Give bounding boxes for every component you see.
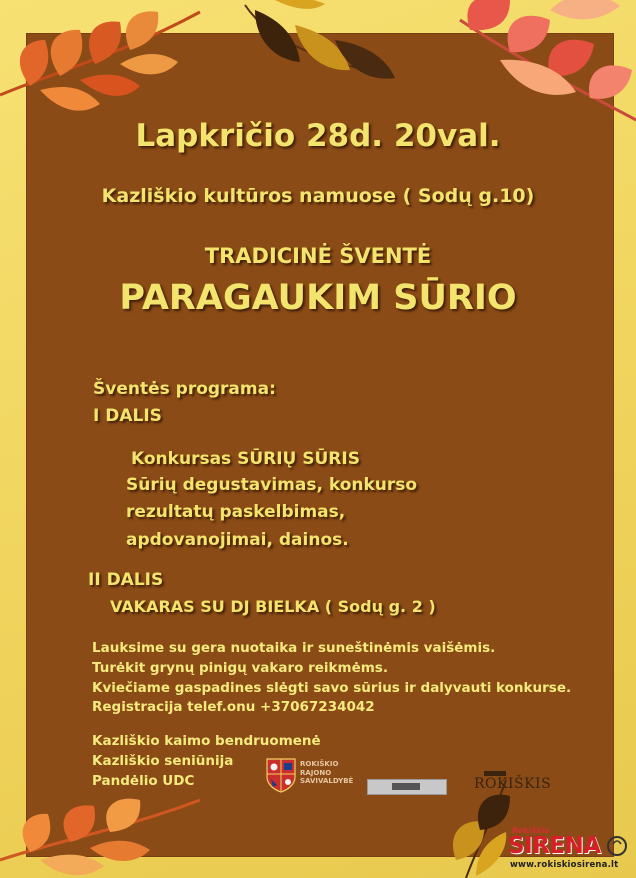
- coat-of-arms-icon: [265, 757, 297, 793]
- program-part2-label: II DALIS: [88, 570, 164, 590]
- sirena-logo-url: www.rokiskiosirena.lt: [510, 860, 619, 870]
- municipality-logo-line: ROKIŠKIO: [300, 760, 339, 768]
- info-line: Turėkit grynų pinigų vakaro reikmėms.: [92, 660, 388, 676]
- pandelio-udc-logo: [367, 779, 447, 795]
- sirena-logo: [506, 826, 632, 874]
- organizer-item: Pandėlio UDC: [92, 773, 195, 789]
- program-part1-line: rezultatų paskelbimas,: [126, 502, 346, 522]
- municipality-logo-text: [300, 760, 353, 786]
- info-line: Lauksime su gera nuotaika ir suneštinėmis vaišėmis.: [92, 640, 496, 656]
- rokiskis-logo-badge: [484, 771, 506, 776]
- info-line: Kviečiame gaspadines slėgti savo sūrius ir dalyvauti konkurse.: [92, 680, 572, 696]
- program-part2-line: VAKARAS SU DJ BIELKA ( Sodų g. 2 ): [110, 597, 436, 616]
- event-venue: Kazliškio kultūros namuose ( Sodų g.10): [101, 185, 535, 207]
- program-heading: Šventės programa:: [93, 379, 276, 399]
- program-part1-line: apdovanojimai, dainos.: [126, 530, 349, 550]
- municipality-logo-line: SAVIVALDYBĖ: [300, 777, 354, 785]
- program-part1-line: Sūrių degustavimas, konkurso: [126, 475, 418, 495]
- municipality-logo-line: RAJONO: [300, 768, 332, 777]
- organizer-item: Kazliškio seniūnija: [92, 753, 234, 769]
- autumn-leaves-bottom-left-icon: [0, 790, 200, 878]
- registration-phone: Registracija telef.onu +37067234042: [92, 699, 375, 715]
- organizer-item: Kazliškio kaimo bendruomenė: [92, 733, 321, 749]
- program-part1-label: I DALIS: [93, 406, 162, 426]
- event-title: PARAGAUKIM SŪRIO: [119, 278, 517, 318]
- sirena-logo-main: SIRENA: [508, 833, 601, 859]
- sirena-mascot-icon: [606, 834, 628, 858]
- sirena-logo-top: Rokiškio: [512, 826, 550, 835]
- rokiskis-logo: ROKIŠKIS: [474, 776, 552, 792]
- autumn-leaves-top-center-icon: [225, 0, 415, 95]
- event-subtitle: TRADICINĖ ŠVENTĖ: [204, 244, 432, 268]
- event-date-time: Lapkričio 28d. 20val.: [135, 118, 501, 154]
- program-part1-line: Konkursas SŪRIŲ SŪRIS: [131, 449, 360, 469]
